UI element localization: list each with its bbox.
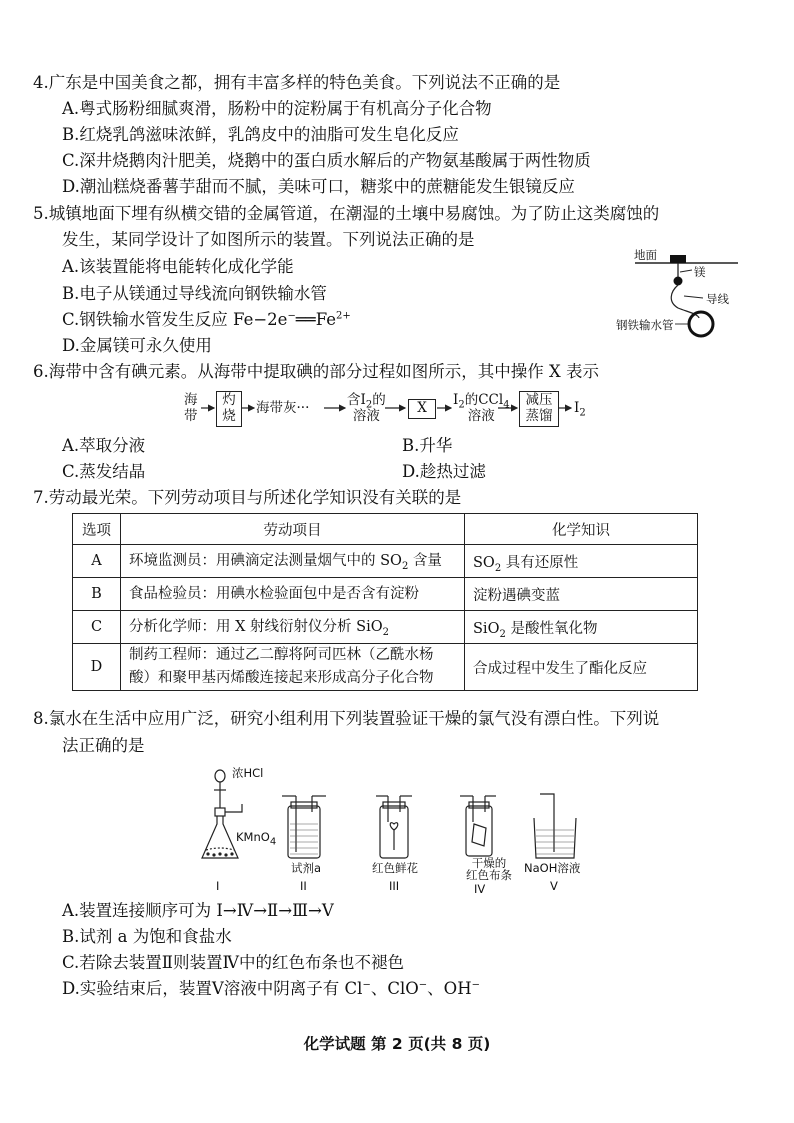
row-labor-item: 环境监测员：用碘滴定法测量烟气中的 $SO_2$ 含量 (121, 545, 465, 578)
q4-option-a: A.粤式肠粉细腻爽滑，肠粉中的淀粉属于有机高分子化合物 (62, 99, 492, 118)
q8-stem-line2: 法正确的是 (62, 736, 145, 755)
flow-box-distill: 减压 蒸馏 (519, 391, 559, 427)
label-magnesium: 镁 (694, 265, 706, 279)
q8-option-c: C.若除去装置Ⅱ则装置Ⅳ中的红色布条也不褪色 (62, 953, 404, 972)
flow-iodine: $I_2$ (574, 400, 586, 419)
label-kmno4: KMnO$_4$ (236, 830, 277, 848)
label-steel-pipe: 钢铁输水管 (616, 318, 674, 332)
q5-corrosion-figure (600, 250, 740, 345)
q4-option-d: D.潮汕糕烧番薯芋甜而不腻，美味可口，糖浆中的蔗糖能发生银镜反应 (62, 177, 575, 196)
label-apparatus-4: IV (474, 882, 486, 896)
table-row (73, 545, 698, 578)
label-apparatus-2: II (300, 879, 307, 893)
flow-i2-ccl4: $I_2$的CCl$_4$ 溶液 (453, 392, 510, 424)
row-knowledge: 合成过程中发生了酯化反应 (465, 644, 698, 691)
q5-option-c: C.钢铁输水管发生反应 $Fe-2e^-══Fe^{2+}$ (62, 310, 351, 329)
table-row (73, 611, 698, 644)
q8-option-a: A.装置连接顺序可为 Ⅰ→Ⅳ→Ⅱ→Ⅲ→Ⅴ (62, 901, 334, 920)
q6-option-a: A.萃取分液 (62, 436, 146, 455)
q6-stem: 6.海带中含有碘元素。从海带中提取碘的部分过程如图所示，其中操作 X 表示 (33, 362, 599, 381)
q4-option-c: C.深井烧鹅肉汁肥美，烧鹅中的蛋白质水解后的产物氨基酸属于两性物质 (62, 151, 591, 170)
row-key: A (73, 545, 121, 578)
header-labor-item: 劳动项目 (121, 514, 465, 545)
label-ground: 地面 (634, 248, 657, 262)
q7-table (72, 513, 698, 691)
header-option: 选项 (73, 514, 121, 545)
row-knowledge: 淀粉遇碘变蓝 (465, 578, 698, 611)
row-knowledge: SiO$_2$ 是酸性氧化物 (465, 611, 698, 644)
q4-stem: 4.广东是中国美食之都，拥有丰富多样的特色美食。下列说法不正确的是 (33, 73, 561, 92)
q6-option-c: C.蒸发结晶 (62, 462, 146, 481)
row-labor-item: 分析化学师：用 X 射线衍射仪分析 SiO$_2$ (121, 611, 465, 644)
row-knowledge: $SO_2$ 具有还原性 (465, 545, 698, 578)
row-labor-item: 制药工程师：通过乙二醇将阿司匹林（乙酰水杨 酸）和聚甲基丙烯酸连接起来形成高分子化合物 (121, 644, 465, 691)
q6-option-d: D.趁热过滤 (402, 462, 486, 481)
q5-option-a: A.该装置能将电能转化成化学能 (62, 257, 294, 276)
flow-ash: 海带灰··· (256, 400, 310, 416)
label-apparatus-5: V (550, 879, 558, 893)
header-chem-knowledge: 化学知识 (465, 514, 698, 545)
q6-flow-diagram (180, 388, 600, 432)
q5-option-b: B.电子从镁通过导线流向钢铁输水管 (62, 284, 327, 303)
table-header-row (73, 514, 698, 545)
table-row (73, 578, 698, 611)
q5-stem-line2: 发生，某同学设计了如图所示的装置。下列说法正确的是 (62, 230, 475, 249)
q8-option-b: B.试剂 a 为饱和食盐水 (62, 927, 232, 946)
row-labor-item: 食品检验员：用碘水检验面包中是否含有淀粉 (121, 578, 465, 611)
label-apparatus-3: III (389, 879, 400, 893)
label-wire: 导线 (706, 292, 729, 306)
q6-option-b: B.升华 (402, 436, 453, 455)
q7-stem: 7.劳动最光荣。下列劳动项目与所述化学知识没有关联的是 (33, 488, 462, 507)
q5-option-d: D.金属镁可永久使用 (62, 336, 212, 355)
flow-iodide-solution: 含$I_2$的 溶液 (347, 392, 386, 424)
q8-apparatus-figure (190, 762, 610, 894)
label-conc-hcl: 浓HCl (232, 766, 264, 780)
row-key: B (73, 578, 121, 611)
q8-stem-line1: 8.氯水在生活中应用广泛，研究小组利用下列装置验证干燥的氯气没有漂白性。下列说 (33, 709, 660, 728)
q8-option-d: D.实验结束后，装置Ⅴ溶液中阴离子有 Cl−、ClO−、OH− (62, 979, 480, 998)
q4-option-b: B.红烧乳鸽滋味浓鲜，乳鸽皮中的油脂可发生皂化反应 (62, 125, 459, 144)
row-key: D (73, 644, 121, 691)
label-red-flower: 红色鲜花 (372, 861, 418, 875)
label-dry-red-cloth: 干燥的 红色布条 (466, 856, 512, 882)
label-naoh-solution: NaOH溶液 (524, 861, 581, 875)
flow-box-x: X (408, 399, 436, 419)
flow-box-burn: 灼 烧 (216, 391, 242, 427)
row-key: C (73, 611, 121, 644)
flow-seaweed: 海 带 (184, 392, 198, 424)
table-row (73, 644, 698, 691)
label-apparatus-1: I (216, 879, 220, 893)
page-footer: 化学试题 第 2 页(共 8 页) (303, 1035, 491, 1053)
label-reagent-a: 试剂a (291, 861, 322, 875)
q5-stem-line1: 5.城镇地面下埋有纵横交错的金属管道，在潮湿的土壤中易腐蚀。为了防止这类腐蚀的 (33, 204, 660, 223)
